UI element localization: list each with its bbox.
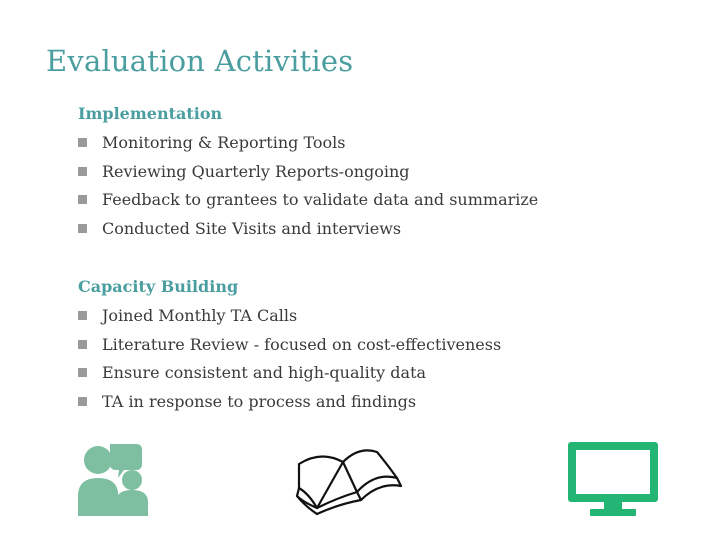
list-item [78,301,501,330]
list-item [78,330,501,359]
list-item [78,157,538,186]
list-item [78,387,501,416]
list-item [78,185,538,214]
list-item [78,128,538,157]
implementation-list [78,128,538,243]
square-bullet-icon [78,397,87,406]
square-bullet-icon [78,167,87,176]
square-bullet-icon [78,195,87,204]
section-heading-implementation: Implementation [78,104,223,123]
list-item-text: Conducted Site Visits and interviews [102,218,402,238]
list-item-text: Monitoring & Reporting Tools [102,132,346,152]
list-item-text: Joined Monthly TA Calls [102,305,298,325]
people-talking-icon [76,440,150,520]
list-item-text: Feedback to grantees to validate data and summarize [102,190,539,210]
list-item-text: TA in response to process and findings [102,391,417,411]
square-bullet-icon [78,311,87,320]
square-bullet-icon [78,224,87,233]
list-item-text: Literature Review - focused on cost-effectiveness [102,334,502,354]
square-bullet-icon [78,138,87,147]
list-item [78,358,501,387]
computer-monitor-icon [566,440,660,518]
list-item [78,214,538,243]
list-item-text: Reviewing Quarterly Reports-ongoing [102,161,410,181]
square-bullet-icon [78,340,87,349]
section-heading-capacity-building: Capacity Building [78,277,239,296]
square-bullet-icon [78,368,87,377]
slide-title: Evaluation Activities [46,44,354,78]
capacity-building-list [78,301,501,416]
open-book-icon [293,442,407,518]
list-item-text: Ensure consistent and high-quality data [102,363,427,383]
